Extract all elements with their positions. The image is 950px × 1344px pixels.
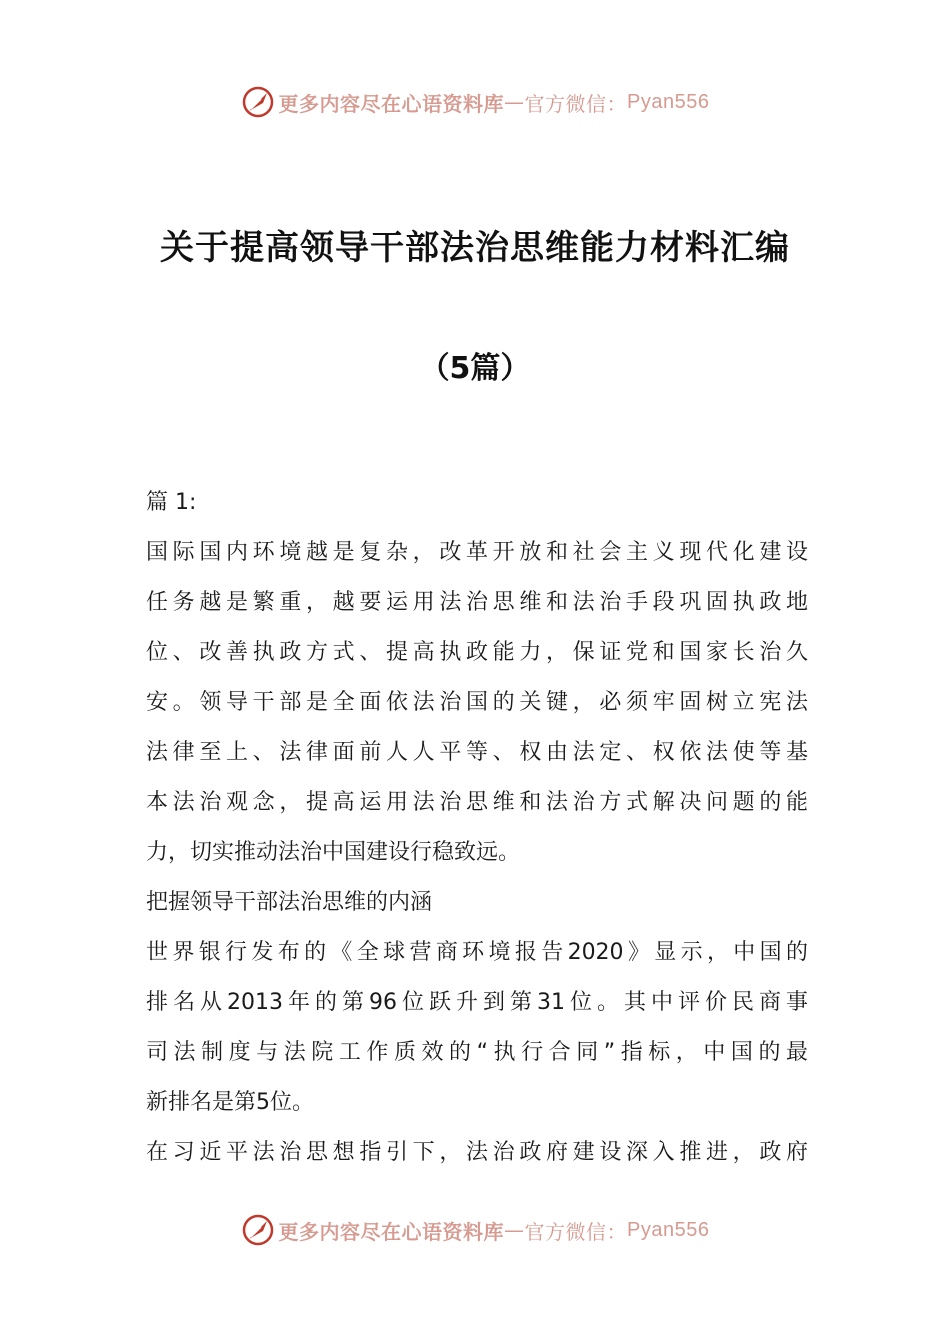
header-banner-label: 官方微信： [524,91,628,116]
footer-banner-text: 更多内容尽在心语资料库 [278,1219,505,1244]
footer-banner [0,1212,950,1248]
body-line: 国际国内环境越是复杂，改革开放和社会主义现代化建设 [146,540,808,565]
document-title: 关于提高领导干部法治思维能力材料汇编 [160,228,790,268]
body-line: 位、改善执政方式、提高执政能力，保证党和国家长治久 [146,640,808,665]
header-banner-separator: — [504,90,525,114]
header-banner [0,84,950,120]
quill-pen-logo-icon [241,85,275,119]
header-banner-wechat-id: Pyan556 [627,90,710,113]
footer-banner-label: 官方微信： [524,1219,628,1244]
section-heading: 把握领导干部法治思维的内涵 [146,890,433,915]
footer-banner-separator: — [504,1218,525,1242]
body-line: 本法治观念，提高运用法治思维和法治方式解决问题的能 [146,790,808,815]
body-line: 在习近平法治思想指引下，法治政府建设深入推进，政府 [146,1140,808,1165]
header-banner-text: 更多内容尽在心语资料库 [278,91,505,116]
body-line: 排名从2013年的第96位跃升到第31位。其中评价民商事 [146,990,808,1015]
body-line: 新排名是第5位。 [146,1090,314,1115]
body-line: 篇 1: [146,490,197,515]
quill-pen-logo-icon [241,1213,275,1247]
footer-banner-wechat-id: Pyan556 [627,1218,710,1241]
body-line: 安。领导干部是全面依法治国的关键，必须牢固树立宪法 [146,690,808,715]
document-subtitle: （5篇） [419,351,531,386]
body-line: 力，切实推动法治中国建设行稳致远。 [146,840,521,865]
body-line: 司法制度与法院工作质效的“执行合同”指标，中国的最 [146,1040,808,1065]
document-body [146,478,808,1178]
body-line: 法律至上、法律面前人人平等、权由法定、权依法使等基 [146,740,808,765]
body-line: 世界银行发布的《全球营商环境报告2020》显示，中国的 [146,940,808,965]
body-line: 任务越是繁重，越要运用法治思维和法治手段巩固执政地 [146,590,808,615]
